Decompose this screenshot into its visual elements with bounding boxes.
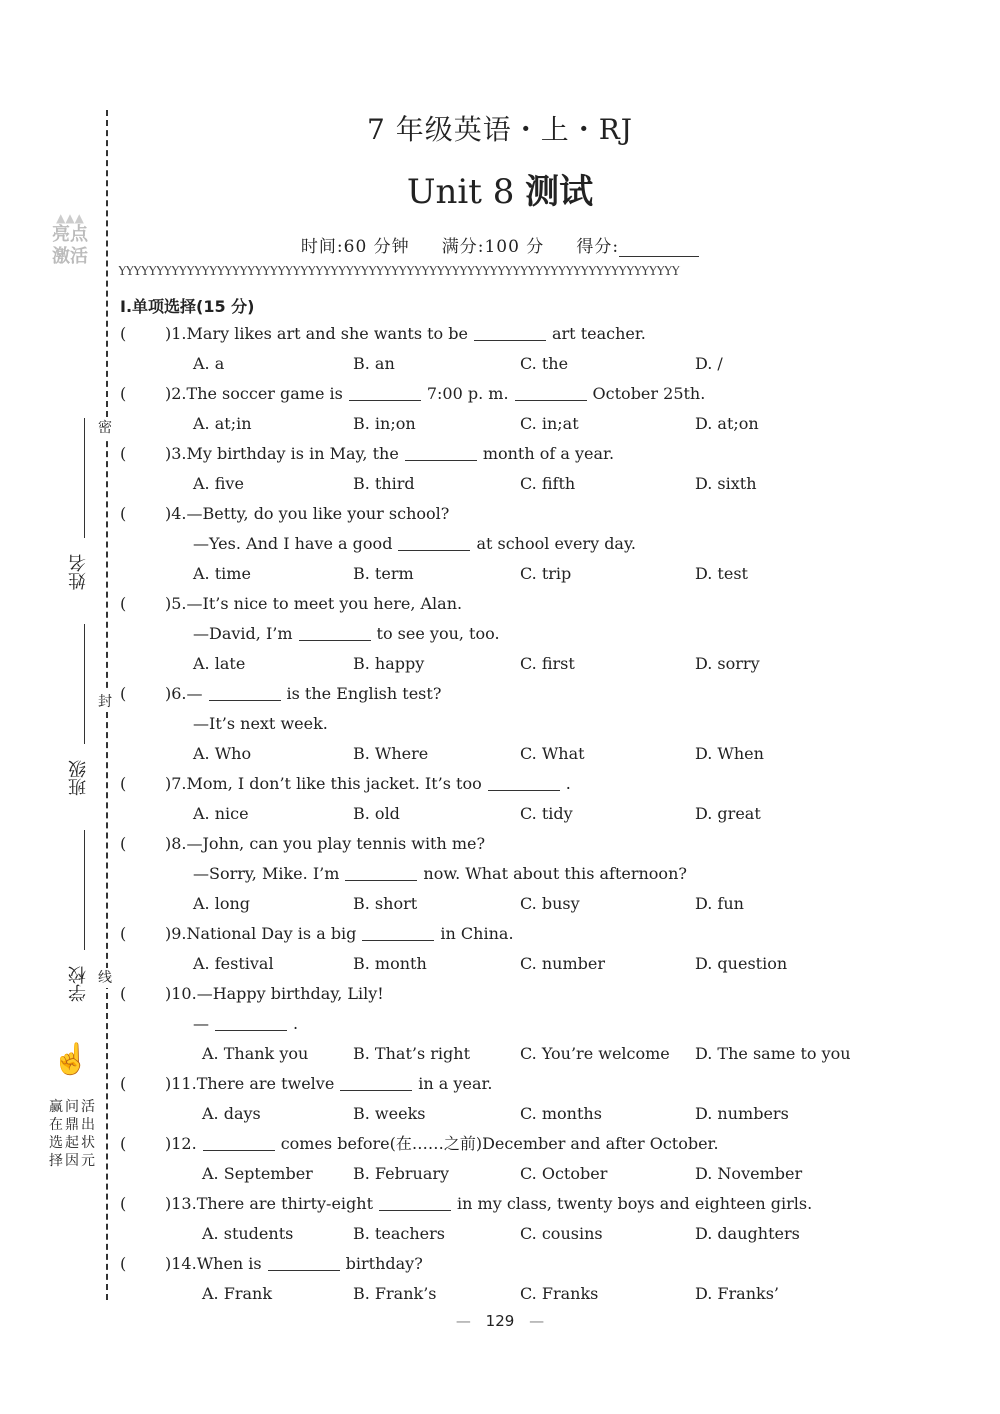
answer-paren[interactable]: ( [120, 444, 127, 463]
option-a[interactable]: A. late [193, 654, 246, 673]
answer-blank[interactable] [299, 626, 371, 641]
answer-paren[interactable]: ( [120, 1194, 127, 1213]
option-c[interactable]: C. in;at [520, 414, 579, 433]
stem-text: There are twelve [196, 1074, 335, 1093]
option-c[interactable]: C. You’re welcome [520, 1044, 670, 1063]
option-a[interactable]: A. at;in [193, 414, 252, 433]
question-reply [193, 714, 328, 734]
binding-char-xian: 线 [98, 970, 112, 986]
question-number: )13. [165, 1194, 197, 1213]
answer-paren[interactable]: ( [120, 684, 127, 703]
option-a[interactable]: A. long [193, 894, 251, 913]
answer-blank[interactable] [268, 1256, 340, 1271]
stem-text: —Betty, do you like your school? [186, 504, 450, 523]
question-stem [165, 444, 614, 464]
unit-title-text: Unit 8 [406, 172, 515, 212]
score-label: 得分: [576, 237, 620, 257]
stem-text: When is [196, 1254, 262, 1273]
binding-char-mi: 密 [98, 420, 112, 436]
stem-text: The soccer game is [186, 384, 343, 403]
stem-text: National Day is a big [186, 924, 357, 943]
stem-text: My birthday is in May, the [186, 444, 399, 463]
grade-title: 7 年级英语・上・RJ [366, 113, 634, 146]
option-d[interactable]: D. sorry [695, 654, 760, 673]
answer-blank[interactable] [488, 776, 560, 791]
answer-blank[interactable] [362, 926, 434, 941]
stem-text: birthday? [345, 1254, 423, 1273]
time-label: 时间:60 分钟 [300, 237, 410, 257]
option-b[interactable]: B. an [353, 354, 395, 373]
school-label: 学校 [68, 966, 89, 1002]
option-c[interactable]: C. What [520, 744, 585, 763]
question-number: )8. [165, 834, 187, 853]
question-stem [165, 684, 441, 704]
option-d[interactable]: D. daughters [695, 1224, 800, 1243]
class-label: 班级 [68, 760, 89, 796]
question-stem [165, 504, 449, 524]
option-b[interactable]: B. happy [353, 654, 425, 673]
option-b[interactable]: B. term [353, 564, 414, 583]
option-b[interactable]: B. weeks [353, 1104, 426, 1123]
binding-char-feng: 封 [98, 694, 112, 710]
option-b[interactable]: B. February [353, 1164, 450, 1183]
stem-text: comes before(在……之前)December and after October. [280, 1134, 719, 1153]
unit-title-suffix: 测试 [525, 172, 594, 212]
question-stem [165, 1194, 812, 1214]
answer-blank[interactable] [405, 446, 477, 461]
option-a[interactable]: A. time [193, 564, 251, 583]
stem-text: in my class, twenty boys and eighteen girls. [457, 1194, 813, 1213]
stem-text: in China. [440, 924, 514, 943]
page-number: 129 [485, 1312, 515, 1330]
reply-text: —It’s next week. [193, 714, 328, 733]
answer-blank[interactable] [209, 686, 281, 701]
option-c[interactable]: C. October [520, 1164, 608, 1183]
mountain-icon: ▲▲▲ [56, 211, 84, 225]
reply-text: . [293, 1014, 299, 1033]
question-reply [193, 1014, 298, 1034]
stem-text: —It’s nice to meet you here, Alan. [186, 594, 463, 613]
option-d[interactable]: D. sixth [695, 474, 757, 493]
logo-text-2: 激活 [52, 246, 88, 267]
answer-paren[interactable]: ( [120, 1254, 127, 1273]
touch-hand-icon: ☝ [52, 1042, 90, 1077]
stem-text: — [186, 684, 203, 703]
reply-text: —Yes. And I have a good [193, 534, 393, 553]
full-marks-label: 满分:100 分 [441, 237, 545, 257]
stem-text: —Happy birthday, Lily! [196, 984, 384, 1003]
option-b[interactable]: B. Frank’s [353, 1284, 437, 1303]
answer-paren[interactable]: ( [120, 1134, 127, 1153]
reply-text: — [193, 1014, 209, 1033]
question-stem [165, 384, 705, 404]
answer-blank[interactable] [349, 386, 421, 401]
stem-text: . [565, 774, 571, 793]
unit-title [0, 164, 1000, 213]
option-d[interactable]: D. great [695, 804, 761, 823]
question-number: )1. [165, 324, 187, 343]
stem-text: in a year. [418, 1074, 493, 1093]
option-b[interactable]: B. teachers [353, 1224, 445, 1243]
question-reply [193, 534, 636, 554]
option-a[interactable]: A. Thank you [202, 1044, 309, 1063]
question-number: )12. [165, 1134, 197, 1153]
question-stem [165, 924, 514, 944]
option-d[interactable]: D. numbers [695, 1104, 789, 1123]
question-number: )4. [165, 504, 187, 523]
answer-blank[interactable] [515, 386, 587, 401]
option-c[interactable]: C. the [520, 354, 569, 373]
option-d[interactable]: D. The same to you [695, 1044, 851, 1063]
question-number: )2. [165, 384, 187, 403]
option-b[interactable]: B. third [353, 474, 415, 493]
stem-text: month of a year. [482, 444, 615, 463]
question-stem [165, 984, 384, 1004]
reply-text: now. What about this afternoon? [423, 864, 687, 883]
question-number: )7. [165, 774, 187, 793]
option-c[interactable]: C. Franks [520, 1284, 599, 1303]
option-c[interactable]: C. number [520, 954, 605, 973]
stem-text: October 25th. [592, 384, 706, 403]
question-stem [165, 774, 571, 794]
option-d[interactable]: D. question [695, 954, 788, 973]
slogan-col-3: 活出状元 [81, 1099, 95, 1169]
option-a[interactable]: A. students [202, 1224, 294, 1243]
question-stem [165, 1134, 719, 1154]
answer-paren[interactable]: ( [120, 774, 127, 793]
page-footer [0, 1312, 1000, 1330]
question-stem [165, 324, 646, 344]
option-a[interactable]: A. Who [193, 744, 252, 763]
answer-blank[interactable] [340, 1076, 412, 1091]
answer-paren[interactable]: ( [120, 504, 127, 523]
question-stem [165, 1254, 423, 1274]
exam-meta [0, 232, 1000, 257]
question-stem [165, 834, 485, 854]
option-d[interactable]: D. When [695, 744, 764, 763]
option-a[interactable]: A. five [193, 474, 244, 493]
slogan-col-2: 问鼎起因 [65, 1099, 79, 1169]
score-blank[interactable] [619, 242, 699, 257]
option-c[interactable]: C. trip [520, 564, 572, 583]
question-number: )5. [165, 594, 187, 613]
answer-paren[interactable]: ( [120, 984, 127, 1003]
option-a[interactable]: A. festival [193, 954, 274, 973]
question-number: )14. [165, 1254, 197, 1273]
stem-text: —John, can you play tennis with me? [186, 834, 486, 853]
answer-blank[interactable] [398, 536, 470, 551]
school-field-line[interactable] [84, 830, 85, 950]
footer-dash-left: — [455, 1312, 471, 1330]
footer-dash-right: — [529, 1312, 545, 1330]
reply-text: to see you, too. [376, 624, 500, 643]
logo-text-1: 亮点 [52, 224, 88, 245]
answer-blank[interactable] [379, 1196, 451, 1211]
option-b[interactable]: B. Where [353, 744, 429, 763]
wavy-divider: ΥΥΥΥΥΥΥΥΥΥΥΥΥΥΥΥΥΥΥΥΥΥΥΥΥΥΥΥΥΥΥΥΥΥΥΥΥΥΥΥΥΥΥΥΥΥΥΥΥΥΥΥΥΥΥΥΥΥΥΥΥΥΥΥΥΥΥΥΥΥΥΥΥΥ [118, 266, 680, 278]
option-a[interactable]: A. nice [193, 804, 249, 823]
question-reply [193, 864, 687, 884]
question-number: )10. [165, 984, 197, 1003]
question-number: )11. [165, 1074, 197, 1093]
answer-blank[interactable] [203, 1136, 275, 1151]
option-b[interactable]: B. short [353, 894, 418, 913]
option-d[interactable]: D. at;on [695, 414, 759, 433]
answer-paren[interactable]: ( [120, 384, 127, 403]
option-b[interactable]: B. month [353, 954, 427, 973]
option-b[interactable]: B. old [353, 804, 400, 823]
option-b[interactable]: B. That’s right [353, 1044, 470, 1063]
option-d[interactable]: D. test [695, 564, 748, 583]
slogan-col-1: 赢在选择 [49, 1099, 63, 1169]
class-field-line[interactable] [84, 624, 85, 744]
option-d[interactable]: D. November [695, 1164, 803, 1183]
question-reply [193, 624, 500, 644]
option-c[interactable]: C. busy [520, 894, 580, 913]
answer-blank[interactable] [474, 326, 546, 341]
option-b[interactable]: B. in;on [353, 414, 416, 433]
stem-text: art teacher. [551, 324, 646, 343]
option-d[interactable]: D. Franks’ [695, 1284, 780, 1303]
answer-paren[interactable]: ( [120, 1074, 127, 1093]
stem-text: is the English test? [286, 684, 442, 703]
option-c[interactable]: C. first [520, 654, 575, 673]
question-number: )9. [165, 924, 187, 943]
question-number: )3. [165, 444, 187, 463]
section-title: Ⅰ.单项选择(15 分) [120, 297, 255, 316]
question-stem [165, 1074, 492, 1094]
question-stem [165, 594, 462, 614]
answer-paren[interactable]: ( [120, 924, 127, 943]
stem-text: Mary likes art and she wants to be [186, 324, 468, 343]
stem-text: Mom, I don’t like this jacket. It’s too [186, 774, 482, 793]
name-label: 姓名 [68, 554, 89, 590]
option-d[interactable]: D. fun [695, 894, 744, 913]
answer-paren[interactable]: ( [120, 834, 127, 853]
reply-text: —David, I’m [193, 624, 293, 643]
reply-text: at school every day. [476, 534, 636, 553]
option-c[interactable]: C. tidy [520, 804, 573, 823]
option-a[interactable]: A. a [193, 354, 225, 373]
option-a[interactable]: A. September [202, 1164, 313, 1183]
answer-paren[interactable]: ( [120, 324, 127, 343]
question-number: )6. [165, 684, 187, 703]
name-field-line[interactable] [84, 418, 85, 538]
option-d[interactable]: D. / [695, 354, 723, 373]
answer-blank[interactable] [215, 1016, 287, 1031]
stem-text: 7:00 p. m. [426, 384, 509, 403]
stem-text: There are thirty-eight [196, 1194, 374, 1213]
option-c[interactable]: C. months [520, 1104, 602, 1123]
reply-text: —Sorry, Mike. I’m [193, 864, 340, 883]
answer-paren[interactable]: ( [120, 594, 127, 613]
option-c[interactable]: C. fifth [520, 474, 576, 493]
option-c[interactable]: C. cousins [520, 1224, 603, 1243]
answer-blank[interactable] [345, 866, 417, 881]
option-a[interactable]: A. Frank [202, 1284, 273, 1303]
option-a[interactable]: A. days [202, 1104, 261, 1123]
